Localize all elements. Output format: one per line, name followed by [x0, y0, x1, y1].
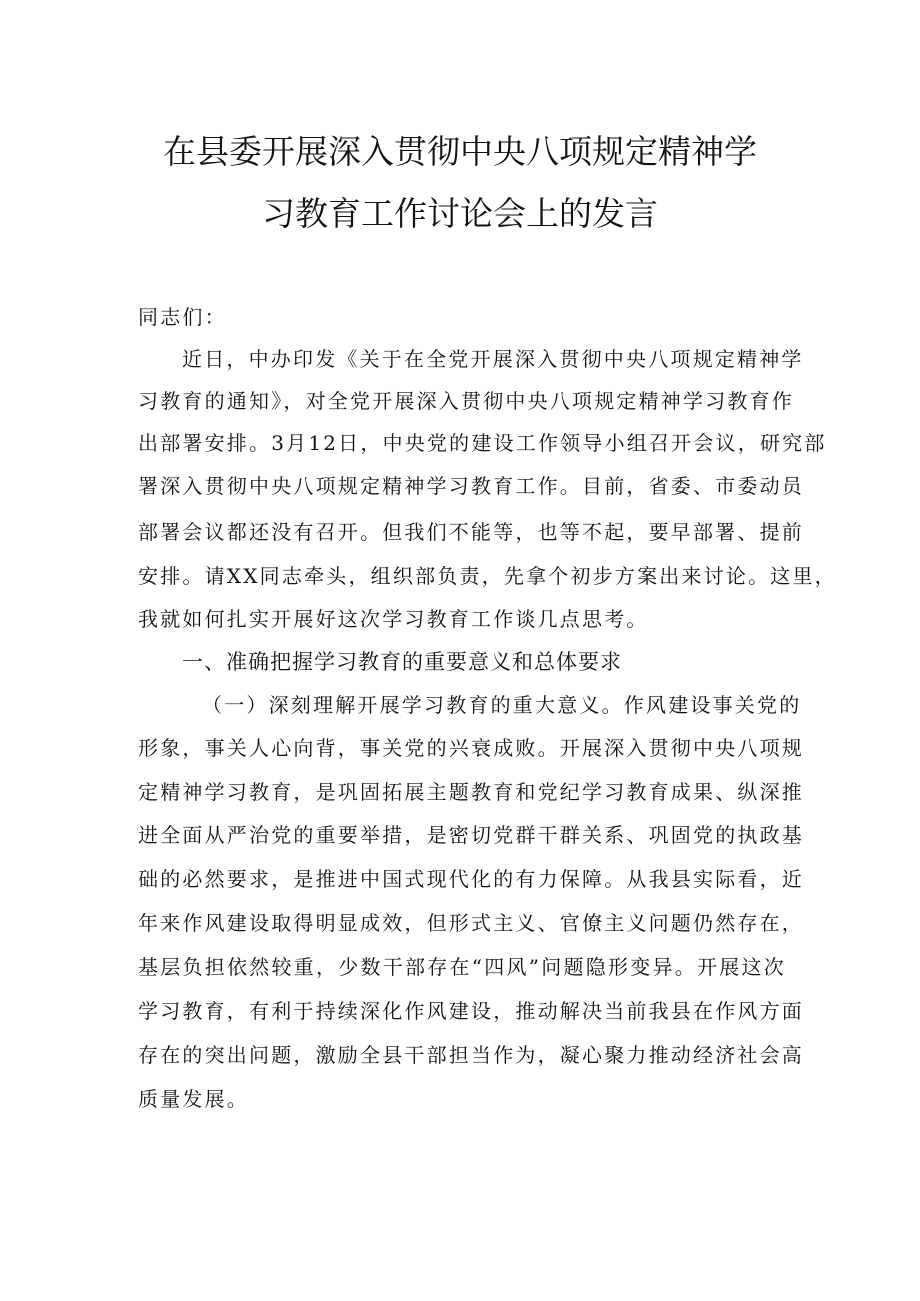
- paragraph-line: 出部署安排。3月12日，中央党的建设工作领导小组召开会议，研究部: [138, 431, 827, 455]
- paragraph-line: 我就如何扎实开展好这次学习教育工作谈几点思考。: [138, 607, 649, 631]
- paragraph-line: 近日，中办印发《关于在全党开展深入贯彻中央八项规定精神学: [182, 347, 804, 371]
- paragraph-line: 定精神学习教育，是巩固拓展主题教育和党纪学习教育成果、纵深推: [138, 780, 804, 804]
- paragraph-line: 质量发展。: [138, 1087, 249, 1111]
- paragraph-line: 年来作风建设取得明显成效，但形式主义、官僚主义问题仍然存在，: [138, 911, 804, 935]
- paragraph-line: 学习教育，有利于持续深化作风建设，推动解决当前我县在作风方面: [138, 999, 804, 1023]
- salutation: 同志们：: [138, 305, 227, 329]
- section-heading: 一、准确把握学习教育的重要意义和总体要求: [182, 650, 622, 674]
- paragraph-line: 础的必然要求，是推进中国式现代化的有力保障。从我县实际看，近: [138, 867, 804, 891]
- document-title-line-1: 在县委开展深入贯彻中央八项规定精神学: [163, 132, 757, 171]
- paragraph-line: 基层负担依然较重，少数干部存在“四风”问题隐形变异。开展这次: [138, 955, 786, 979]
- paragraph-line: 安排。请XX同志牵头，组织部负责，先拿个初步方案出来讨论。这里，: [138, 564, 837, 588]
- paragraph-line: （一）深刻理解开展学习教育的重大意义。作风建设事关党的: [202, 693, 802, 717]
- document-title-line-2: 习教育工作讨论会上的发言: [262, 194, 658, 233]
- paragraph-line: 部署会议都还没有召开。但我们不能等，也等不起，要早部署、提前: [138, 520, 804, 544]
- paragraph-line: 进全面从严治党的重要举措，是密切党群干群关系、巩固党的执政基: [138, 823, 804, 847]
- paragraph-line: 署深入贯彻中央八项规定精神学习教育工作。目前，省委、市委动员: [138, 474, 804, 498]
- paragraph-line: 习教育的通知》，对全党开展深入贯彻中央八项规定精神学习教育作: [138, 389, 794, 413]
- paragraph-line: 存在的突出问题，激励全县干部担当作为，凝心聚力推动经济社会高: [138, 1043, 804, 1067]
- paragraph-line: 形象，事关人心向背，事关党的兴衰成败。开展深入贯彻中央八项规: [138, 736, 804, 760]
